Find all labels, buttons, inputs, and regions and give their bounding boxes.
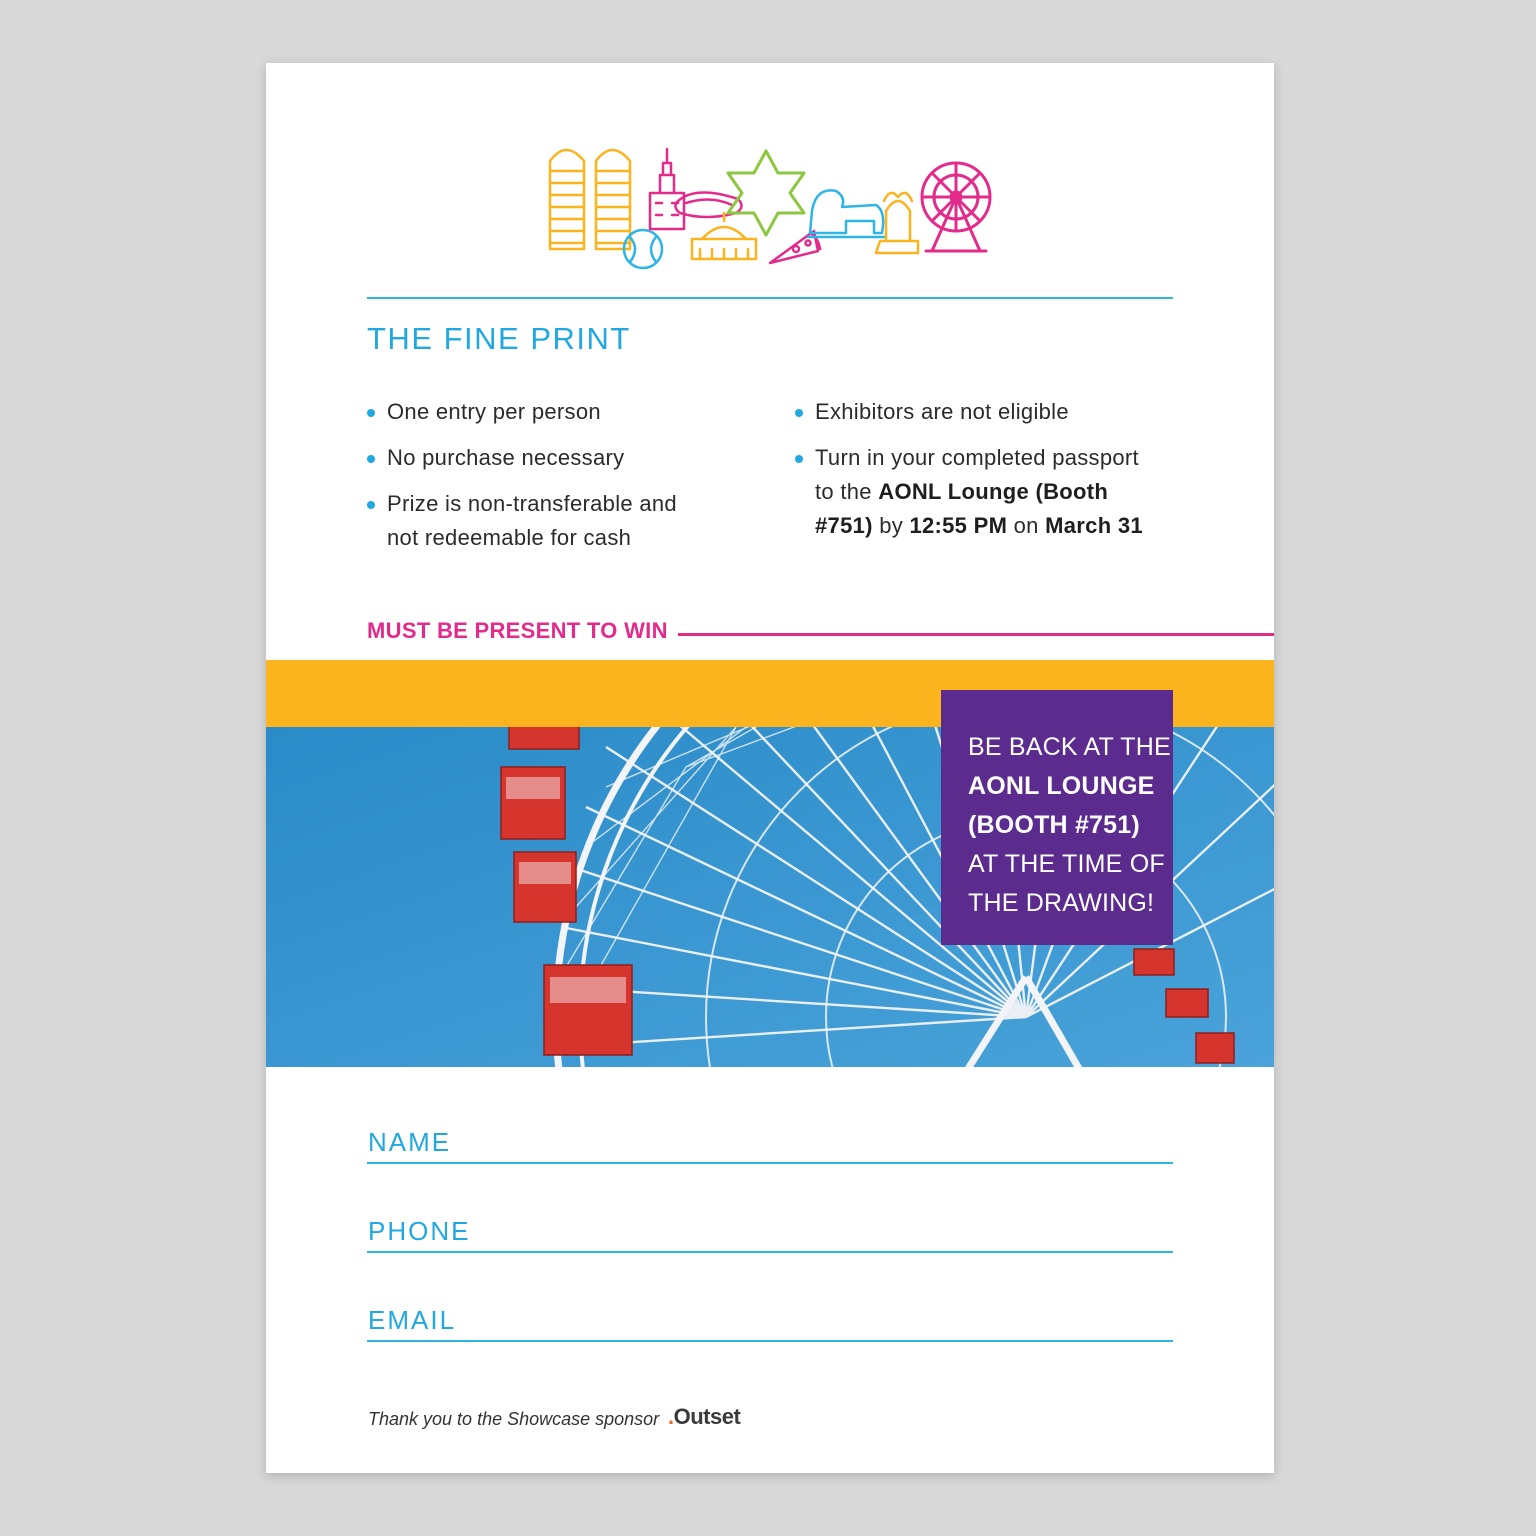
must-be-present-rule: [678, 633, 1274, 636]
top-divider: [367, 297, 1173, 299]
chicago-star-icon: [728, 151, 804, 235]
lion-statue-icon: [808, 190, 886, 237]
lounge-location: AONL Lounge (Booth #751): [815, 479, 1109, 538]
phone-label: PHONE: [368, 1216, 471, 1246]
fine-print-list-left: [367, 395, 727, 567]
list-item: One entry per person: [367, 395, 727, 429]
deadline-time: 12:55 PM: [909, 513, 1008, 538]
name-field[interactable]: [367, 1118, 1173, 1164]
sponsor-credit: Thank you to the Showcase sponsor: [368, 1409, 660, 1429]
logo-dot: .: [668, 1404, 674, 1429]
marina-towers-icon: [550, 150, 630, 249]
callout-line: (BOOTH #751): [968, 811, 1140, 839]
list-item: Prize is non-transferable and not redeemable for cash: [367, 487, 697, 555]
passport-page: [266, 63, 1274, 1473]
deadline-date: March 31: [1045, 513, 1143, 538]
fine-print-heading: THE FINE PRINT: [367, 321, 631, 356]
email-field[interactable]: [367, 1296, 1173, 1342]
phone-field[interactable]: [367, 1207, 1173, 1253]
callout-line: AT THE TIME OF: [968, 850, 1165, 878]
list-item: No purchase necessary: [367, 441, 727, 475]
list-item-turn-in: [795, 441, 1155, 543]
email-label: EMAIL: [368, 1305, 457, 1335]
list-item: Exhibitors are not eligible: [795, 395, 1155, 429]
callout-line: AONL LOUNGE: [968, 772, 1155, 800]
callout-line: BE BACK AT THE: [968, 733, 1171, 761]
fine-print-list-right: [795, 395, 1155, 555]
logo-word: Outset: [673, 1404, 741, 1429]
chicago-skyline-illustration: [546, 141, 996, 281]
name-label: NAME: [368, 1127, 452, 1157]
callout-line: THE DRAWING!: [968, 889, 1155, 917]
building-dome-icon: [692, 213, 756, 259]
water-tower-icon: [650, 149, 684, 229]
turn-in-text: on: [1007, 513, 1046, 538]
ferris-wheel-icon: [922, 163, 990, 251]
must-be-present-heading: MUST BE PRESENT TO WIN: [367, 618, 668, 643]
callout-box: [941, 690, 1173, 945]
outset-logo: [668, 1404, 740, 1430]
turn-in-text: Turn in your completed passport to the: [815, 445, 1139, 504]
turn-in-text: by: [872, 513, 910, 538]
